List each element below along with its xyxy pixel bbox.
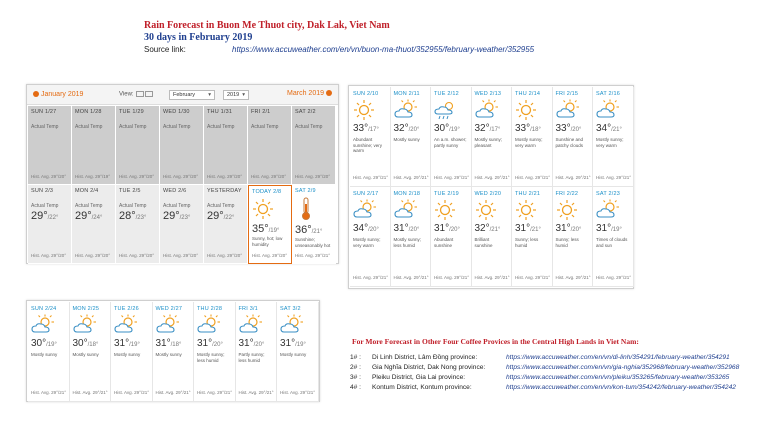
weather-description: Mostly sunny — [393, 137, 420, 142]
low-temp: /20° — [570, 127, 582, 133]
temperature — [353, 223, 387, 234]
forecast-day-cell[interactable] — [472, 187, 513, 287]
province-link-row — [350, 373, 739, 383]
sun-icon — [475, 199, 509, 221]
weather-description: An a.m. shower; partly sunny — [434, 137, 467, 148]
forecast-day-cell[interactable] — [70, 302, 112, 402]
province-location: Pleiku District, Gia Lai province: — [372, 374, 466, 381]
day-label: SAT 3/2 — [280, 306, 301, 312]
chevron-down-icon: ▾ — [242, 92, 245, 98]
day-label: SAT 2/9 — [295, 188, 316, 194]
shower-icon — [434, 99, 468, 121]
prev-arrow-icon — [33, 91, 39, 97]
low-temp: /24° — [91, 215, 103, 221]
province-location: Gia Nghĩa District, Dak Nong province: — [372, 364, 486, 371]
day-label: TODAY 2/8 — [252, 189, 282, 195]
partly-sunny-icon — [596, 199, 630, 221]
temperature — [394, 123, 428, 134]
temperature — [119, 210, 156, 222]
historical-average: Hist. Avg. 29°/21° — [31, 389, 67, 395]
day-cell[interactable] — [292, 106, 336, 185]
source-line — [144, 45, 534, 54]
temperature — [73, 338, 108, 349]
day-label: WED 2/6 — [163, 188, 187, 194]
actual-temp-label: Actual Temp — [163, 124, 191, 130]
low-temp: /20° — [408, 227, 420, 233]
day-cell[interactable] — [248, 185, 292, 264]
day-label: MON 2/25 — [72, 306, 100, 312]
weather-description: Sunshine; unseasonably hot — [295, 237, 331, 248]
day-label: SUN 2/17 — [353, 191, 379, 197]
low-temp: /20° — [368, 227, 379, 233]
day-cell[interactable] — [248, 106, 292, 185]
temperature — [556, 123, 590, 134]
low-temp: /19° — [268, 228, 280, 234]
partly-sunny-icon — [114, 314, 149, 336]
forecast-day-cell[interactable] — [472, 87, 513, 187]
day-label: TUE 2/19 — [434, 191, 459, 197]
thermometer-icon — [295, 197, 332, 223]
historical-average: Hist. Avg. 29°/21° — [72, 389, 108, 395]
historical-average: Hist. Avg. 29°/21° — [515, 174, 551, 180]
more-forecast-heading: For More Forecast in Other Four Coffee Provices in the Central High Lands in Viet Nam: — [352, 337, 639, 346]
low-temp: /20° — [212, 342, 223, 348]
partly-sunny-icon — [280, 314, 315, 336]
year-select[interactable]: 2019 ▾ — [223, 90, 249, 100]
day-cell[interactable] — [28, 106, 72, 185]
high-temp: 32° — [474, 223, 490, 234]
historical-average: Hist. Avg. 29°/21° — [474, 174, 510, 180]
day-label: THU 2/14 — [515, 91, 541, 97]
province-link-row — [350, 363, 739, 373]
weather-description: Mostly sunny; pleasant — [474, 137, 503, 148]
high-temp: 30° — [434, 123, 450, 134]
day-label: SAT 2/2 — [295, 109, 316, 115]
forecast-grid-last-week — [27, 301, 319, 403]
historical-average: Hist. Avg. 29°/20° — [31, 173, 67, 179]
high-temp: 30° — [31, 338, 47, 349]
weather-description: Brilliant sunshine — [474, 237, 493, 248]
historical-average: Hist. Avg. 29°/19° — [75, 173, 111, 179]
low-temp: /20° — [570, 227, 582, 233]
actual-temp-label: Actual Temp — [295, 124, 323, 130]
day-label: TUE 1/29 — [119, 109, 144, 115]
sun-icon — [353, 99, 387, 121]
historical-average: Hist. Avg. 29°/20° — [75, 252, 111, 258]
weather-description: Mostly sunny — [155, 352, 182, 357]
prev-month-link[interactable]: January 2019 — [31, 91, 83, 98]
high-temp: 31° — [114, 338, 130, 349]
weather-description: Sunny; less humid — [555, 237, 579, 248]
low-temp: /18° — [87, 342, 99, 348]
historical-average: Hist. Avg. 29°/21° — [155, 389, 191, 395]
weather-description: Times of clouds and sun — [596, 237, 628, 248]
forecast-day-cell[interactable] — [153, 302, 195, 402]
forecast-day-cell[interactable] — [350, 187, 391, 287]
province-links — [350, 353, 739, 393]
day-label: THU 2/28 — [197, 306, 223, 312]
calendar-panel-week3-4 — [348, 85, 634, 289]
day-label: MON 2/11 — [393, 91, 420, 97]
chevron-down-icon: ▾ — [208, 92, 211, 98]
actual-temp-label: Actual Temp — [163, 203, 191, 209]
day-cell[interactable] — [204, 185, 248, 264]
temperature — [252, 223, 288, 235]
low-temp: /22° — [47, 215, 59, 221]
day-cell[interactable] — [292, 185, 336, 264]
forecast-grid — [349, 86, 633, 288]
forecast-day-cell[interactable] — [593, 187, 634, 287]
actual-temp-label: Actual Temp — [207, 124, 235, 130]
high-temp: 36° — [295, 224, 312, 236]
day-label: THU 2/21 — [515, 191, 541, 197]
temperature — [596, 123, 630, 134]
high-temp: 33° — [515, 123, 531, 134]
day-label: TUE 2/12 — [434, 91, 459, 97]
forecast-day-cell[interactable] — [28, 302, 70, 402]
low-temp: /17° — [368, 127, 379, 133]
historical-average: Hist. Avg. 29°/20° — [31, 252, 67, 258]
low-temp: /19° — [295, 342, 306, 348]
high-temp: 31° — [555, 223, 571, 234]
province-location: Di Linh District, Lâm Đồng province: — [372, 354, 478, 361]
forecast-day-cell[interactable] — [431, 87, 472, 187]
weather-description: Abundant sunshine; very warm — [353, 137, 383, 153]
temperature — [596, 223, 630, 234]
view-toggle[interactable]: View: — [119, 91, 153, 98]
actual-temp-label: Actual Temp — [119, 124, 147, 130]
low-temp: /19° — [46, 342, 57, 348]
partly-sunny-icon — [596, 99, 630, 121]
temperature — [114, 338, 149, 349]
list-view-icon[interactable] — [145, 91, 153, 97]
partly-sunny-icon — [156, 314, 191, 336]
temperature — [515, 223, 549, 234]
forecast-day-cell[interactable] — [512, 87, 553, 187]
actual-temp-label: Actual Temp — [119, 203, 147, 209]
sun-icon — [515, 199, 549, 221]
day-label: FRI 3/1 — [238, 306, 258, 312]
forecast-day-cell[interactable] — [236, 302, 278, 402]
high-temp: 29° — [163, 210, 180, 222]
source-label: Source link: — [144, 45, 186, 54]
temperature — [475, 223, 509, 234]
day-label: MON 2/18 — [393, 191, 421, 197]
low-temp: /23° — [135, 215, 147, 221]
historical-average: Hist. Avg. 29°/21° — [280, 389, 316, 395]
low-temp: /19° — [611, 227, 622, 233]
actual-temp-label: Actual Temp — [251, 124, 279, 130]
partly-sunny-icon — [394, 199, 428, 221]
low-temp: /18° — [530, 127, 541, 133]
forecast-day-cell[interactable] — [277, 302, 319, 402]
day-label: SAT 2/23 — [596, 191, 621, 197]
high-temp: 29° — [207, 210, 224, 222]
actual-temp-label: Actual Temp — [75, 203, 103, 209]
sun-icon — [556, 199, 590, 221]
actual-temp-label: Actual Temp — [31, 203, 59, 209]
day-label: WED 1/30 — [163, 109, 190, 115]
temperature — [394, 223, 428, 234]
day-cell[interactable] — [72, 106, 116, 185]
high-temp: 35° — [252, 223, 269, 235]
high-temp: 34° — [353, 223, 369, 234]
low-temp: /21° — [489, 227, 501, 233]
link-number: 1# : — [350, 354, 361, 361]
link-number: 4# : — [350, 384, 361, 391]
high-temp: 31° — [238, 338, 254, 349]
day-cell[interactable] — [160, 106, 204, 185]
temperature — [156, 338, 191, 349]
day-cell[interactable] — [116, 106, 160, 185]
temperature — [280, 338, 315, 349]
historical-average: Hist. Avg. 29°/20° — [252, 252, 288, 258]
high-temp: 31° — [434, 223, 450, 234]
day-label: WED 2/27 — [155, 306, 183, 312]
low-temp: /23° — [179, 215, 191, 221]
weather-description: Sunny, hot; low humidity — [252, 236, 283, 247]
low-temp: /17° — [489, 127, 501, 133]
forecast-day-cell[interactable] — [111, 302, 153, 402]
day-label: SUN 2/10 — [353, 91, 379, 97]
weather-description: Sunny; less humid — [515, 237, 539, 248]
weather-description: Mostly sunny; less humid — [393, 237, 422, 248]
historical-average: Hist. Avg. 29°/21° — [474, 274, 510, 280]
day-label: FRI 2/15 — [555, 91, 579, 97]
historical-average: Hist. Avg. 29°/21° — [197, 389, 233, 395]
historical-average: Hist. Avg. 29°/21° — [434, 274, 470, 280]
temperature — [556, 223, 590, 234]
day-label: TUE 2/5 — [119, 188, 141, 194]
partly-sunny-icon — [556, 99, 590, 121]
historical-average: Hist. Avg. 29°/21° — [515, 274, 551, 280]
high-temp: 33° — [353, 123, 369, 134]
partly-sunny-icon — [353, 199, 387, 221]
historical-average: Hist. Avg. 29°/21° — [393, 174, 429, 180]
forecast-day-cell[interactable] — [593, 87, 634, 187]
month-select[interactable]: February ▾ — [169, 90, 215, 100]
next-arrow-icon — [326, 90, 332, 96]
source-link[interactable]: https://www.accuweather.com/en/vn/buon-ma-thuot/352955/february-weather/352955 — [232, 45, 535, 54]
forecast-day-cell[interactable] — [391, 87, 432, 187]
high-temp: 28° — [119, 210, 136, 222]
province-link-row — [350, 353, 739, 363]
temperature — [515, 123, 549, 134]
day-label: FRI 2/1 — [251, 109, 271, 115]
day-cell[interactable] — [116, 185, 160, 264]
day-label: SUN 1/27 — [31, 109, 57, 115]
actual-temp-label: Actual Temp — [31, 124, 59, 130]
low-temp: /19° — [449, 127, 460, 133]
historical-average: Hist. Avg. 29°/20° — [207, 173, 243, 179]
forecast-day-cell[interactable] — [194, 302, 236, 402]
day-label: FRI 2/22 — [555, 191, 579, 197]
temperature — [295, 224, 332, 236]
forecast-day-cell[interactable] — [553, 187, 594, 287]
low-temp: /20° — [408, 127, 420, 133]
grid-view-icon[interactable] — [136, 91, 144, 97]
weather-description: Mostly sunny; very warm — [515, 137, 543, 148]
historical-average: Hist. Avg. 29°/21° — [555, 174, 591, 180]
low-temp: /20° — [253, 342, 265, 348]
actual-temp-label: Actual Temp — [75, 124, 103, 130]
historical-average: Hist. Avg. 29°/21° — [353, 274, 389, 280]
high-temp: 29° — [75, 210, 92, 222]
temperature — [31, 338, 66, 349]
temperature — [75, 210, 112, 222]
next-month-link[interactable]: March 2019 — [287, 90, 334, 97]
low-temp: /18° — [170, 342, 182, 348]
weather-description: Mostly sunny — [31, 352, 58, 357]
high-temp: 31° — [393, 223, 409, 234]
low-temp: /21° — [530, 227, 541, 233]
weather-description: Mostly sunny; very warm — [353, 237, 381, 248]
temperature — [207, 210, 244, 222]
historical-average: Hist. Avg. 29°/21° — [114, 389, 150, 395]
historical-average: Hist. Avg. 29°/20° — [163, 173, 199, 179]
partly-sunny-icon — [475, 99, 509, 121]
low-temp: /21° — [311, 229, 323, 235]
weather-description: Mostly sunny — [72, 352, 99, 357]
temperature — [31, 210, 68, 222]
province-link-row — [350, 383, 739, 393]
day-cell[interactable] — [28, 185, 72, 264]
province-forecast-link[interactable]: https://www.accuweather.com/en/vn/gia-nghia/352968/february-weather/352968 — [506, 364, 740, 371]
sun-icon — [515, 99, 549, 121]
province-forecast-link[interactable]: https://www.accuweather.com/en/vn/kon-tum/354242/february-weather/354242 — [506, 384, 736, 391]
temperature — [197, 338, 232, 349]
partly-sunny-icon — [31, 314, 66, 336]
day-label: SAT 2/16 — [596, 91, 621, 97]
high-temp: 31° — [515, 223, 531, 234]
weather-description: Sunshine and patchy clouds — [555, 137, 584, 148]
weather-description: Abundant sunshine — [434, 237, 454, 248]
province-location: Kontum District, Kontum province: — [372, 384, 472, 391]
weather-description: Mostly sunny — [114, 352, 141, 357]
historical-average: Hist. Avg. 29°/21° — [353, 174, 389, 180]
low-temp: /21° — [611, 127, 622, 133]
low-temp: /20° — [449, 227, 460, 233]
weather-description: Mostly sunny; very warm — [596, 137, 624, 148]
calendar-panel-week1-2 — [26, 84, 339, 264]
day-label: WED 2/20 — [474, 191, 502, 197]
weather-description: Mostly sunny — [280, 352, 307, 357]
actual-temp-label: Actual Temp — [207, 203, 235, 209]
calendar-nav — [27, 85, 338, 105]
day-cell[interactable] — [72, 185, 116, 264]
report-header — [144, 20, 534, 54]
day-label: MON 1/28 — [75, 109, 102, 115]
historical-average: Hist. Avg. 29°/20° — [163, 252, 199, 258]
historical-average: Hist. Avg. 29°/21° — [596, 174, 632, 180]
calendar-grid — [27, 105, 338, 265]
historical-average: Hist. Avg. 29°/21° — [295, 252, 331, 258]
partly-sunny-icon — [394, 99, 428, 121]
day-label: WED 2/13 — [474, 91, 502, 97]
day-label: TUE 2/26 — [114, 306, 139, 312]
sun-icon — [434, 199, 468, 221]
weather-description: Partly sunny; less humid — [238, 352, 265, 363]
weather-description: Mostly sunny; less humid — [197, 352, 225, 363]
temperature — [434, 223, 468, 234]
forecast-day-cell[interactable] — [350, 87, 391, 187]
low-temp: /22° — [223, 215, 235, 221]
day-label: MON 2/4 — [75, 188, 99, 194]
temperature — [353, 123, 387, 134]
high-temp: 33° — [555, 123, 571, 134]
province-forecast-link[interactable]: https://www.accuweather.com/en/vn/di-linh/354291/february-weather/354291 — [506, 354, 730, 361]
day-label: YESTERDAY — [207, 188, 242, 194]
historical-average: Hist. Avg. 29°/20° — [295, 173, 331, 179]
province-forecast-link[interactable]: https://www.accuweather.com/en/vn/pleiku/353265/february-weather/353265 — [506, 374, 730, 381]
link-number: 2# : — [350, 364, 361, 371]
day-label: SUN 2/3 — [31, 188, 54, 194]
day-cell[interactable] — [160, 185, 204, 264]
forecast-day-cell[interactable] — [512, 187, 553, 287]
forecast-day-cell[interactable] — [553, 87, 594, 187]
temperature — [163, 210, 200, 222]
high-temp: 31° — [197, 338, 213, 349]
temperature — [475, 123, 509, 134]
historical-average: Hist. Avg. 29°/20° — [207, 252, 243, 258]
high-temp: 32° — [393, 123, 409, 134]
page-title: Rain Forecast in Buon Me Thuot city, Dak Lak, Viet Nam — [144, 20, 390, 31]
historical-average: Hist. Avg. 29°/20° — [119, 173, 155, 179]
link-number: 3# : — [350, 374, 361, 381]
low-temp: /19° — [129, 342, 140, 348]
partly-sunny-icon — [73, 314, 108, 336]
temperature — [239, 338, 274, 349]
historical-average: Hist. Avg. 29°/21° — [596, 274, 632, 280]
day-label: SUN 2/24 — [31, 306, 57, 312]
historical-average: Hist. Avg. 29°/20° — [119, 252, 155, 258]
forecast-day-cell[interactable] — [391, 187, 432, 287]
historical-average: Hist. Avg. 29°/21° — [434, 174, 470, 180]
forecast-day-cell[interactable] — [431, 187, 472, 287]
temperature — [434, 123, 468, 134]
high-temp: 30° — [72, 338, 88, 349]
calendar-panel-week5 — [26, 300, 320, 402]
historical-average: Hist. Avg. 29°/21° — [555, 274, 591, 280]
historical-average: Hist. Avg. 29°/21° — [238, 389, 274, 395]
high-temp: 31° — [280, 338, 296, 349]
high-temp: 32° — [474, 123, 490, 134]
day-label: THU 1/31 — [207, 109, 233, 115]
partly-sunny-icon — [197, 314, 232, 336]
high-temp: 29° — [31, 210, 48, 222]
high-temp: 31° — [155, 338, 171, 349]
high-temp: 34° — [596, 123, 612, 134]
historical-average: Hist. Avg. 29°/20° — [251, 173, 287, 179]
sun-icon — [252, 198, 288, 222]
partly-sunny-icon — [239, 314, 274, 336]
high-temp: 31° — [596, 223, 612, 234]
historical-average: Hist. Avg. 29°/21° — [393, 274, 429, 280]
page-subtitle: 30 days in February 2019 — [144, 32, 253, 43]
day-cell[interactable] — [204, 106, 248, 185]
